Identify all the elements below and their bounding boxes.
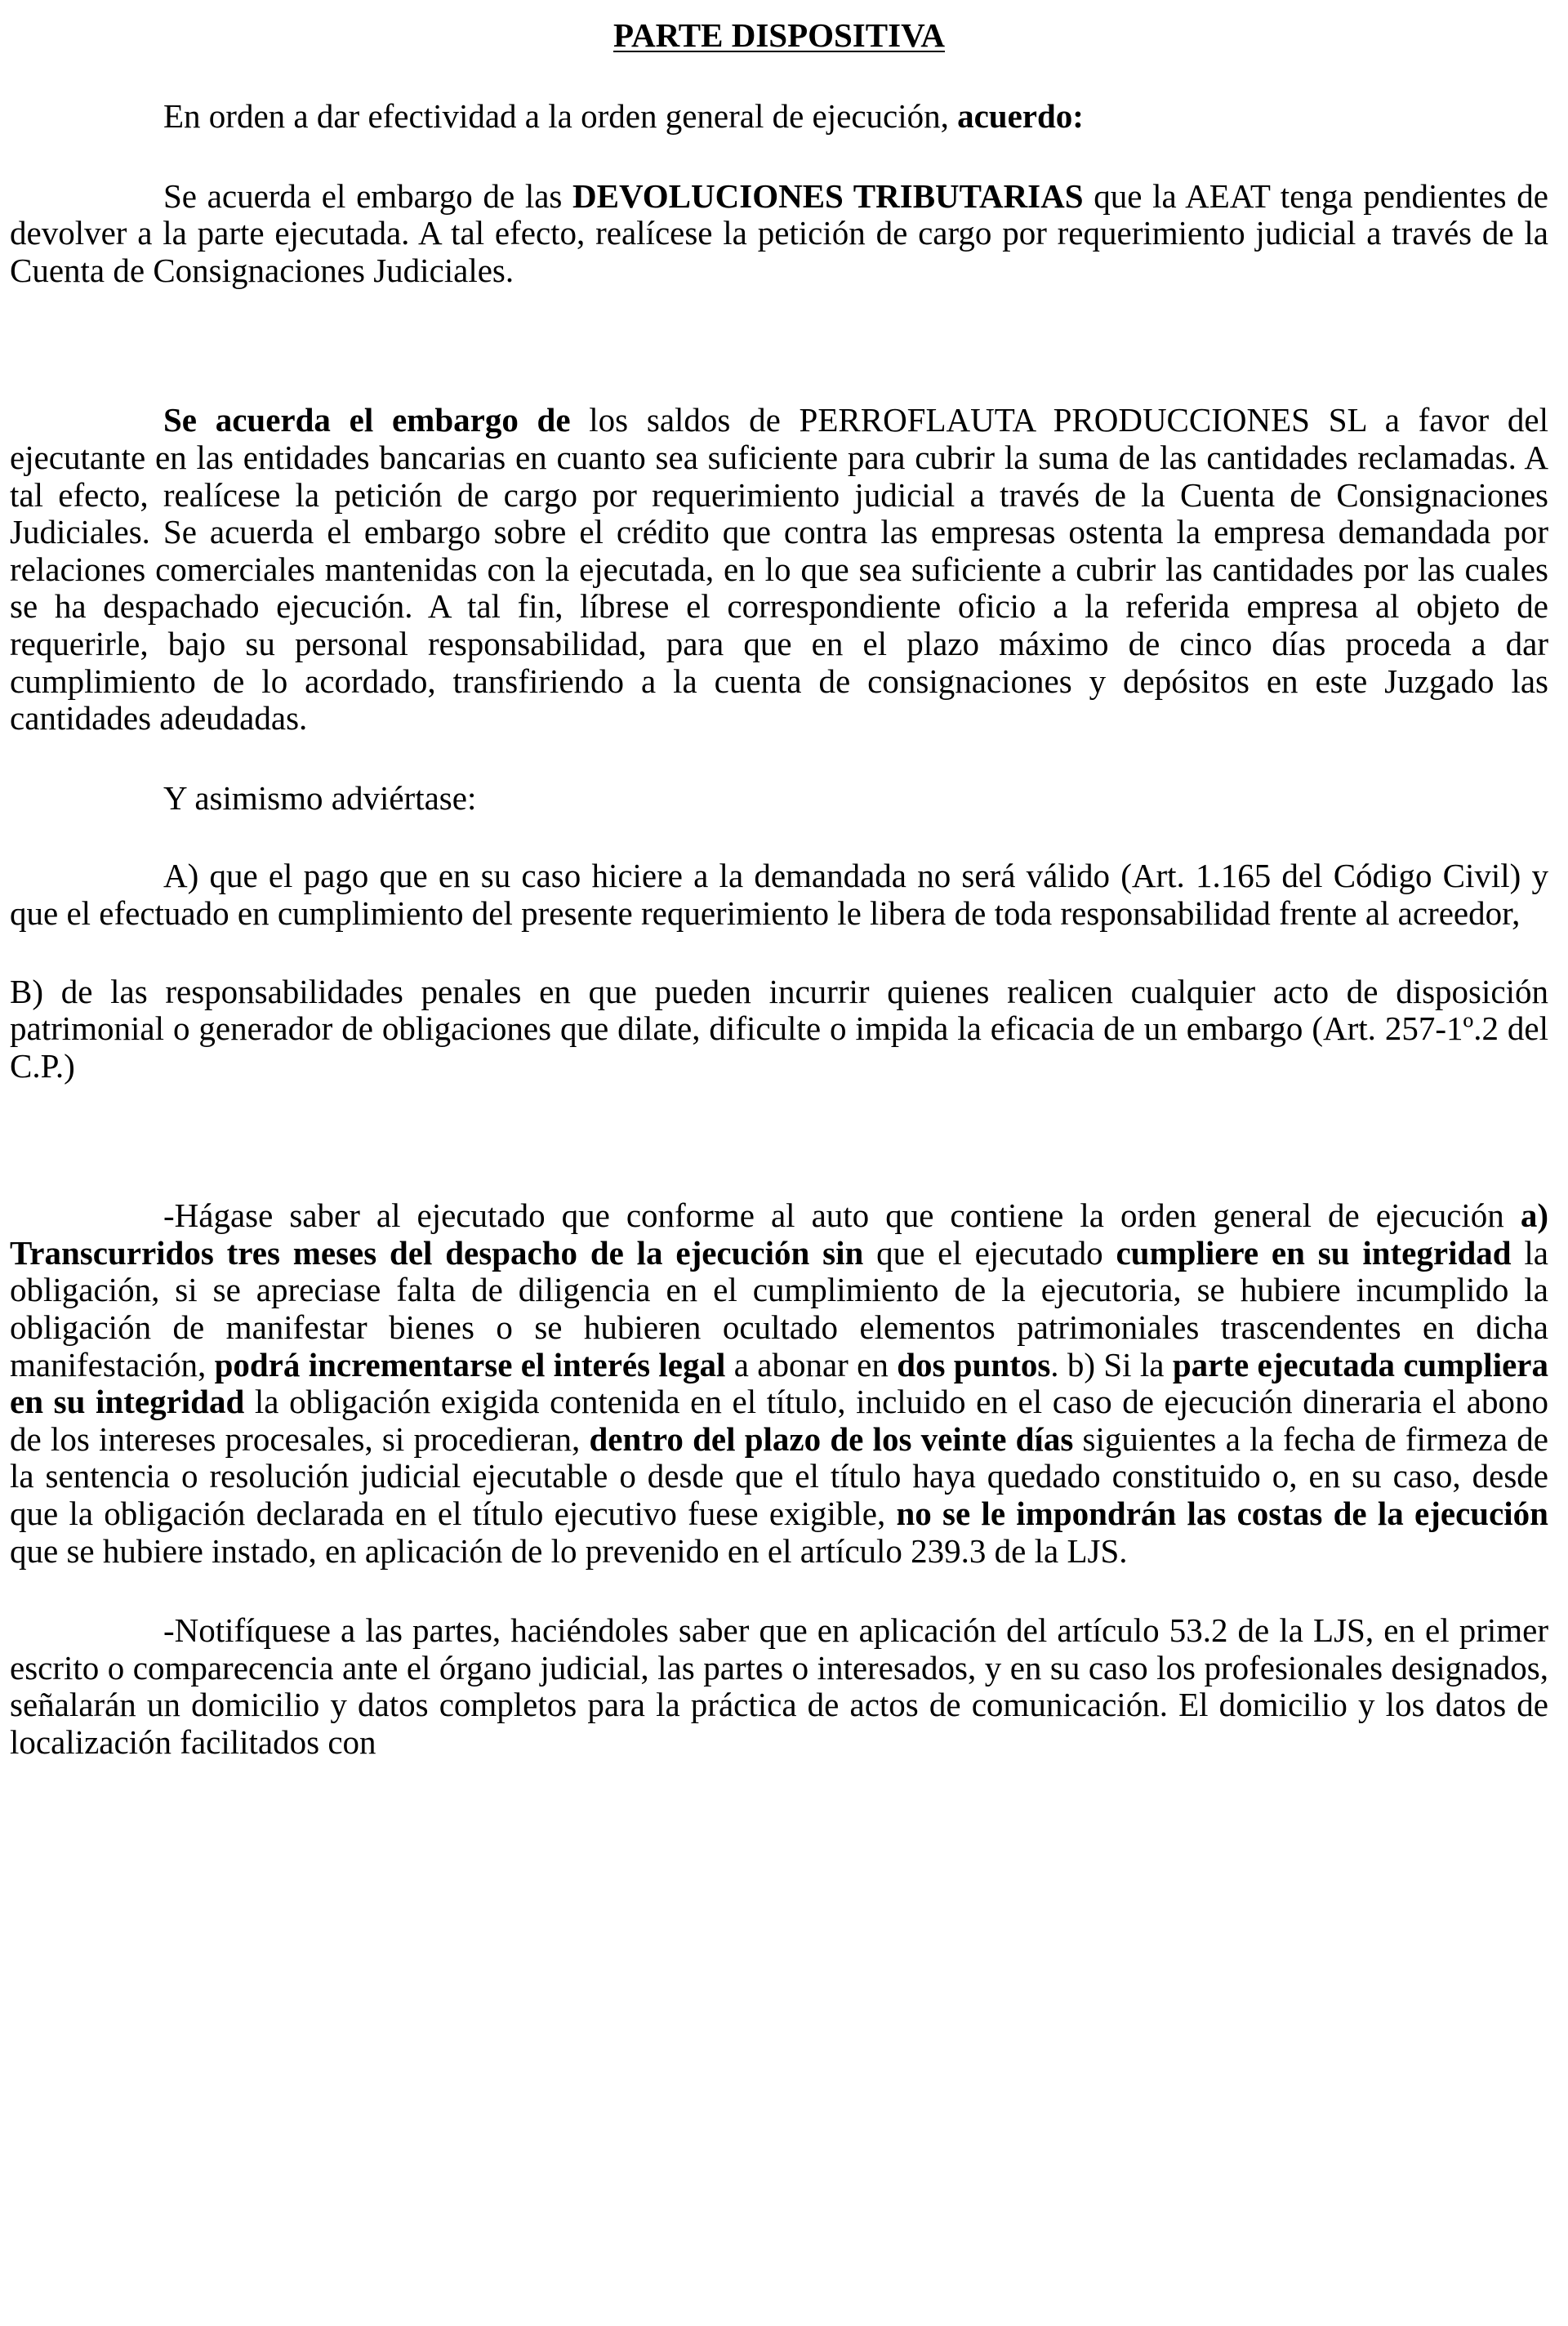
bold-text: cumpliere en su integridad: [1116, 1233, 1512, 1272]
bold-text: acuerdo:: [957, 97, 1084, 135]
paragraph-acuerdo: [10, 98, 1548, 136]
bold-text: Se acuerda el embargo de: [163, 401, 571, 439]
bold-text: dentro del plazo de los veinte días: [589, 1419, 1074, 1458]
paragraph-text: . b) Si la: [1050, 1345, 1173, 1384]
bold-text: a) Transcurridos tres meses del despacho de la ejecución sin: [10, 1196, 1548, 1272]
paragraph-text: que la AEAT tenga pendientes de devolver a la parte ejecutada. A tal efecto, realícese la petición de cargo por requerimiento judicial a través de la Cuenta de Consignaciones Judiciales.: [10, 176, 1548, 289]
paragraph-text: Se acuerda el embargo de las: [163, 176, 573, 215]
paragraph-text: siguientes a la fecha de firmeza de la sentencia o resolución judicial ejecutable o desde que el título haya quedado constituido o, en su caso, desde que la obligación declarada en el título ejecutivo fuese exigible,: [10, 1419, 1548, 1533]
paragraph-text: -Hágase saber al ejecutado que conforme al auto que contiene la orden general de ejecución: [163, 1196, 1521, 1235]
paragraph-text: En orden a dar efectividad a la orden general de ejecución,: [163, 97, 958, 135]
paragraph-text: que se hubiere instado, en aplicación de lo prevenido en el artículo 239.3 de la LJS.: [10, 1531, 1128, 1570]
document-title: PARTE DISPOSITIVA: [612, 16, 946, 54]
paragraph-advertencia: Y asimismo adviértase:: [163, 778, 477, 817]
bold-text: podrá incrementarse el interés legal: [214, 1345, 726, 1384]
paragraph-embargo-saldos: [10, 402, 1548, 737]
paragraph-text: la obligación exigida contenida en el título, incluido en el caso de ejecución dineraria el abono de los intereses procesales, si procedieran,: [10, 1383, 1549, 1458]
paragraph-point-b: B) de las responsabilidades penales en que pueden incurrir quienes realicen cualquier acto de disposición patrimonial o generador de obligaciones que dilate, dificulte o impida la eficacia de un embargo (Art. 257-1º.2 del C.P.): [10, 972, 1548, 1085]
paragraph-text: la obligación, si se apreciase falta de diligencia en el cumplimiento de la ejecutoria, se hubiere incumplido la obligación de manifestar bienes o se hubieren ocultado elementos patrimoniales trascendentes en dicha manifestación,: [10, 1233, 1548, 1384]
bold-text: no se le impondrán las costas de la ejecución: [896, 1495, 1548, 1533]
paragraph-hagase-saber: [10, 1197, 1548, 1570]
document-page: [10, 8, 1548, 1762]
paragraph-devoluciones: [10, 178, 1548, 290]
bold-text: parte ejecutada cumpliera en su integridad: [10, 1345, 1548, 1421]
paragraph-point-a: A) que el pago que en su caso hiciere a la demandada no será válido (Art. 1.165 del Código Civil) y que el efectuado en cumplimiento del presente requerimiento le libera de toda responsabilidad frente al acreedor,: [10, 857, 1548, 932]
paragraph-text: que el ejecutado: [863, 1233, 1116, 1272]
paragraph-text: los saldos de PERROFLAUTA PRODUCCIONES SL a favor del ejecutante en las entidades bancarias en cuanto sea suficiente para cubrir la suma de las cantidades reclamadas. A tal efecto, realícese la petición de cargo por requerimiento judicial a través de la Cuenta de Consignaciones Judiciales. Se acuerda el embargo sobre el crédito que contra las empresas ostenta la empresa demandada por relaciones comerciales mantenidas con la ejecutada, en lo que sea suficiente a cubrir las cantidades por las cuales se ha despachado ejecución. A tal fin, líbrese el correspondiente oficio a la referida empresa al objeto de requerirle, bajo su personal responsabilidad, para que en el plazo máximo de cinco días proceda a dar cumplimiento de lo acordado, transfiriendo a la cuenta de consignaciones y depósitos en este Juzgado las cantidades adeudadas.: [10, 401, 1548, 737]
bold-text: dos puntos: [897, 1345, 1051, 1384]
paragraph-text: a abonar en: [725, 1345, 898, 1384]
bold-text: DEVOLUCIONES TRIBUTARIAS: [572, 176, 1084, 215]
paragraph-notifiquese: -Notifíquese a las partes, haciéndoles saber que en aplicación del artículo 53.2 de la LJS, en el primer escrito o comparecencia ante el órgano judicial, las partes o interesados, y en su caso los profesionales designados, señalarán un domicilio y datos completos para la práctica de actos de comunicación. El domicilio y los datos de localización facilitados con: [10, 1611, 1548, 1761]
